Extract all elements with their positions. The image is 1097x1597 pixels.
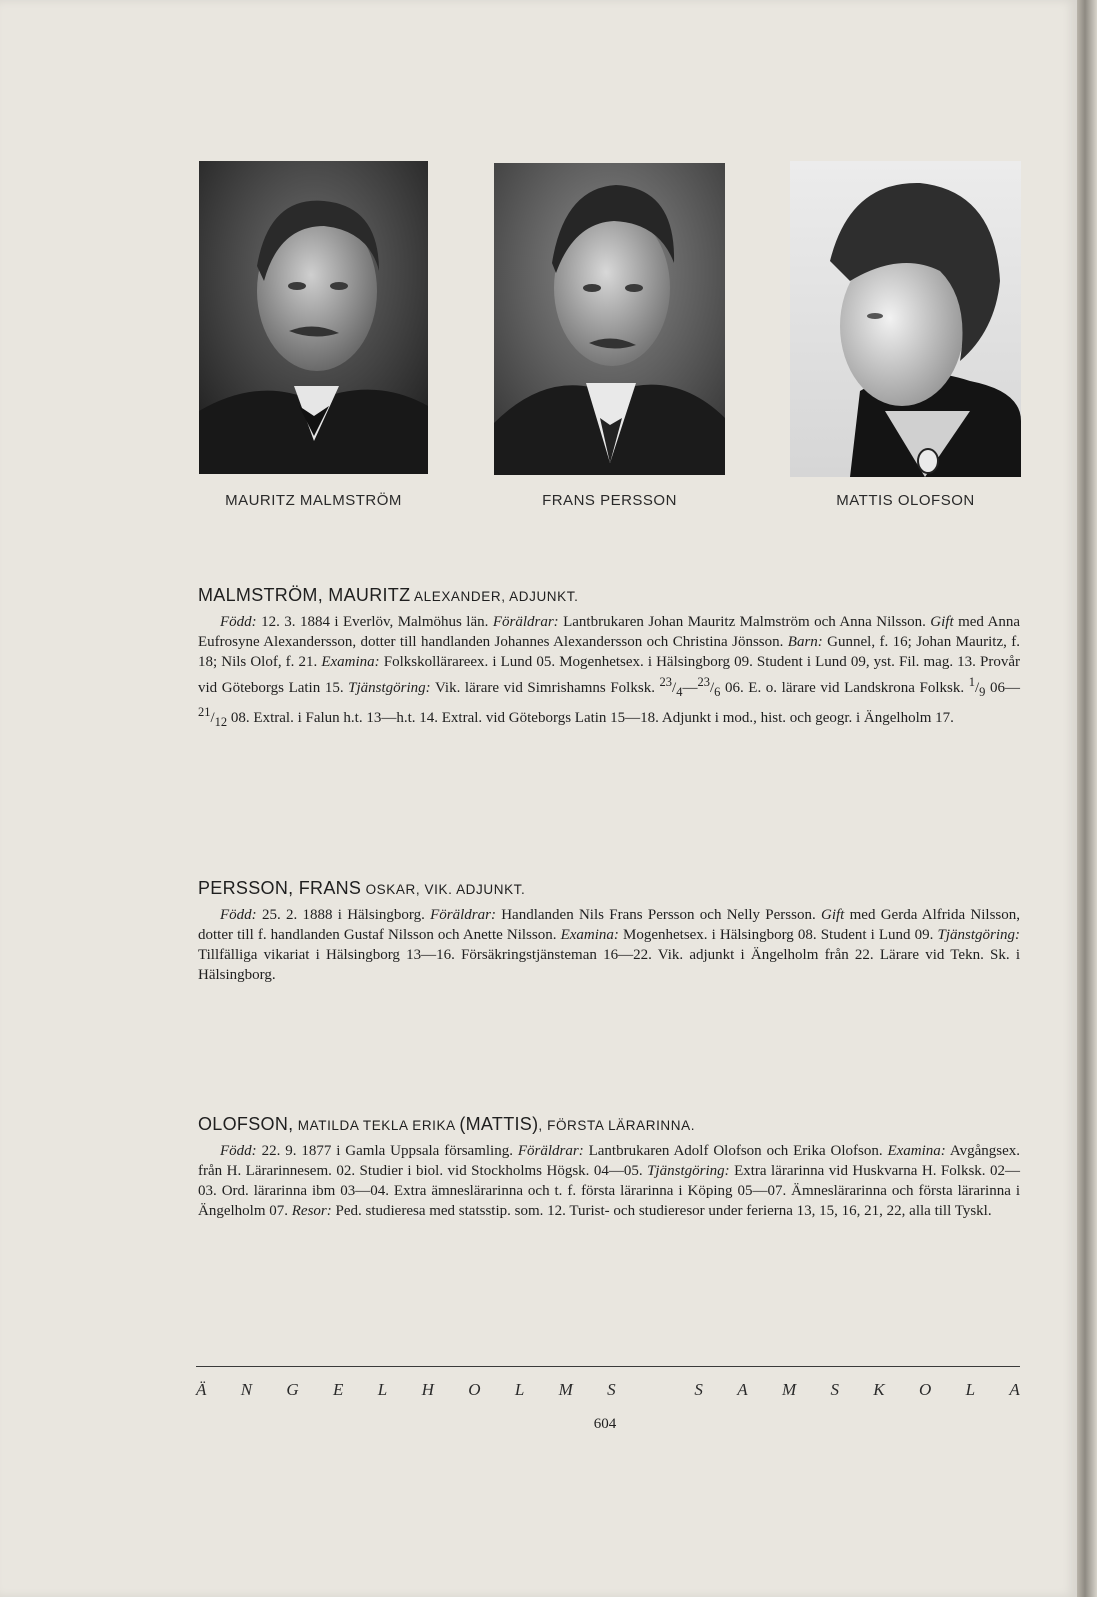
- footer-letter: A: [1009, 1380, 1020, 1399]
- footer-letter: E: [333, 1380, 344, 1399]
- biography-entry-malmstrom: [198, 585, 1020, 732]
- biography-entry-olofson: [198, 1114, 1020, 1221]
- entry-title: , FÖRSTA LÄRARINNA.: [538, 1118, 696, 1133]
- entry-body: Född: 22. 9. 1877 i Gamla Uppsala församling. Föräldrar: Lantbrukaren Adolf Olofson och Erika Olofson. Examina: Avgångsex. från H. Lärarinnesem. 02. Studier i biol. vid Stockholms Högsk. 04—05. Tjänstgöring: Extra lärarinna vid Huskvarna H. Folksk. 02—03. Ord. lärarinna ibm 03—04. Extra ämneslärarinna och t. f. första lärarinna i Köping 05—07. Ämneslärarinna och första lärarinna i Ängelholm 07. Resor: Ped. studieresa med statsstip. som. 12. Turist- och studieresor under ferierna 13, 15, 16, 21, 22, alla till Tyskl.: [198, 1143, 1020, 1219]
- caption-frans-persson: FRANS PERSSON: [542, 492, 677, 509]
- entry-heading: [198, 878, 1020, 899]
- footer-rule: [196, 1366, 1020, 1367]
- footer-letter: M: [558, 1380, 573, 1399]
- entry-name: MALMSTRÖM, MAURITZ: [198, 585, 411, 605]
- page-number: 604: [593, 1416, 617, 1432]
- entry-name: PERSSON, FRANS: [198, 878, 362, 898]
- entry-title: OSKAR, VIK. ADJUNKT.: [361, 882, 526, 897]
- footer-letter: K: [873, 1380, 885, 1399]
- entry-heading: [198, 1114, 1020, 1135]
- page-edge: [1077, 0, 1097, 1597]
- entry-body: Född: 12. 3. 1884 i Everlöv, Malmöhus län. Föräldrar: Lantbrukaren Johan Mauritz Malmström och Anna Nilsson. Gift med Anna Eufrosyne Alexandersson, dotter till handlanden Johannes Alexandersson och Christina Jönsson. Barn: Gunnel, f. 16; Johan Mauritz, f. 18; Nils Olof, f. 21. Examina: Folkskollärareex. i Lund 05. Mogenhetsex. i Hälsingborg 09. Student i Lund 09, yst. Fil. mag. 13. Provår vid Göteborgs Latin 15. Tjänstgöring: Vik. lärare vid Simrishamns Folksk. $^{23}/_4—^{23}/_6$ 06. E. o. lärare vid Landskrona Folksk. $^1/_9$ $06—^{21}/_{12}$ 08. Extral. i Falun h.t. 13—h.t. 14. Extral. vid Göteborgs Latin 15—18. Adjunkt i mod., hist. och geogr. i Ängelholm 17.: [198, 614, 1020, 729]
- footer-letter: [650, 1380, 660, 1400]
- portrait-photo-frans-persson: [494, 163, 725, 475]
- entry-body: Född: 25. 2. 1888 i Hälsingborg. Föräldrar: Handlanden Nils Frans Persson och Nelly Persson. Gift med Gerda Alfrida Nilsson, dotter till f. handlanden Gustaf Nilsson och Anette Nilsson. Examina: Mogenhetsex. i Hälsingborg 08. Student i Lund 09. Tjänstgöring: Tillfälliga vikariat i Hälsingborg 13—16. Försäkringstjänsteman 16—22. Vik. adjunkt i Ängelholm från 22. Lärare vid Tekn. Sk. i Hälsingborg.: [198, 907, 1020, 983]
- caption-mauritz-malmstrom: MAURITZ MALMSTRÖM: [225, 492, 402, 509]
- entry-heading: [198, 585, 1020, 606]
- footer-letter: N: [240, 1380, 253, 1399]
- caption-mattis-olofson: MATTIS OLOFSON: [836, 492, 975, 509]
- footer-letter: A: [737, 1380, 748, 1399]
- entry-nickname: (MATTIS): [459, 1114, 539, 1134]
- footer-letter: H: [421, 1380, 434, 1399]
- footer-letter: O: [918, 1380, 932, 1399]
- footer-letter: S: [607, 1380, 616, 1399]
- footer-letter: S: [830, 1380, 839, 1399]
- footer-letter: G: [286, 1380, 299, 1399]
- footer-letter: S: [694, 1380, 703, 1399]
- footer-letter: L: [514, 1380, 525, 1399]
- portrait-photo-mauritz-malmstrom: [199, 161, 428, 474]
- footer-letter: Ä: [196, 1380, 207, 1399]
- footer-letter: L: [377, 1380, 388, 1399]
- portrait-photo-mattis-olofson: [790, 161, 1021, 477]
- biography-entry-persson: [198, 878, 1020, 985]
- entry-name: OLOFSON,: [198, 1114, 294, 1134]
- footer-letter: M: [781, 1380, 797, 1399]
- entry-given-names: MATILDA TEKLA ERIKA: [293, 1118, 460, 1133]
- footer-letter: L: [965, 1380, 976, 1399]
- footer-letter: O: [468, 1380, 481, 1399]
- entry-title: ALEXANDER, ADJUNKT.: [410, 589, 579, 604]
- footer-school-name: [196, 1380, 1020, 1400]
